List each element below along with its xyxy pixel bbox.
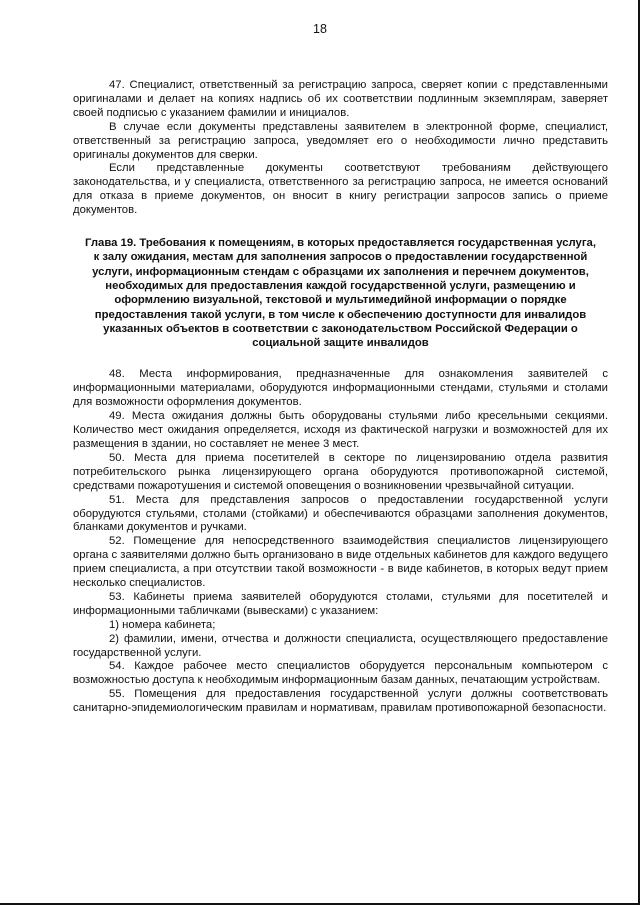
paragraph-52: 52. Помещение для непосредственного взаимодействия специалистов лицензирующего органа с заявителями должно быть организовано в виде отдельных кабинетов для каждого ведущего прием специалиста, а при отсутствии такой возможности - в виде кабинетов, в которых ведут прием несколько специалистов. <box>73 535 608 590</box>
paragraph-47-registration: Если представленные документы соответствуют требованиям действующего законодательства, и у специалиста, ответственного за регистрацию запроса, не имеется оснований для отказа в приеме документов, он вносит в книгу регистрации запросов запись о приеме документов. <box>73 162 608 217</box>
paragraph-53: 53. Кабинеты приема заявителей оборудуются столами, стульями для посетителей и информационными табличками (вывесками) с указанием: <box>73 590 608 617</box>
paragraph-51: 51. Места для представления запросов о предоставлении государственной услуги оборудуются стульями, столами (стойками) и обеспечиваются образцами заполнения документов, бланками документов и ручками. <box>73 493 608 534</box>
paragraph-54: 54. Каждое рабочее место специалистов оборудуется персональным компьютером с возможностью доступа к необходимым информационным базам данных, печатающим устройствам. <box>73 660 608 687</box>
document-body <box>73 79 608 716</box>
paragraph-53-item-1: 1) номера кабинета; <box>109 618 216 631</box>
chapter-heading <box>83 236 598 350</box>
paragraph-47: 47. Специалист, ответственный за регистрацию запроса, сверяет копии с представленными оригиналами и делает на копиях надпись об их соответствии подлинным экземплярам, заверяет своей подписью с указанием фамилии и инициалов. <box>73 79 608 119</box>
chapter-title: Глава 19. Требования к помещениям, в которых предоставляется государственная услуга, к залу ожидания, местам для заполнения запросов о предоставлении государственной услуги, информационным стендам с образцами их заполнения и перечнем документов, необходимых для предоставления каждой государственной услуги, размещению и оформлению визуальной, текстовой и мультимедийной информации о порядке предоставления такой услуги, в том числе к обеспечению доступности для инвалидов указанных объектов в соответствии с законодательством Российской Федерации о социальной защите инвалидов <box>85 237 596 350</box>
paragraph-48: 48. Места информирования, предназначенные для ознакомления заявителей с информационными материалами, оборудуются информационными стендами, стульями и столами для возможности оформления документов. <box>73 368 608 409</box>
paragraph-55: 55. Помещения для предоставления государственной услуги должны соответствовать санитарно-эпидемиологическим правилам и нормативам, правилам противопожарной безопасности. <box>73 688 608 715</box>
paragraph-53-item-2: 2) фамилии, имени, отчества и должности специалиста, осуществляющего предоставление государственной услуги. <box>73 632 608 659</box>
page-number: 18 <box>313 22 327 36</box>
paragraph-49: 49. Места ожидания должны быть оборудованы стульями либо кресельными секциями. Количество мест ожидания определяется, исходя из фактической нагрузки и возможностей для их размещения в здании, но составляет не менее 3 мест. <box>73 410 608 450</box>
paragraph-50: 50. Места для приема посетителей в секторе по лицензированию отдела развития потребительского рынка лицензирующего органа оборудуются противопожарной системой, средствами пожаротушения и системой оповещения о возникновении чрезвычайной ситуации. <box>73 451 608 492</box>
paragraph-47-electronic: В случае если документы представлены заявителем в электронной форме, специалист, ответственный за регистрацию запроса, уведомляет его о необходимости лично представить оригиналы документов для сверки. <box>73 120 608 161</box>
